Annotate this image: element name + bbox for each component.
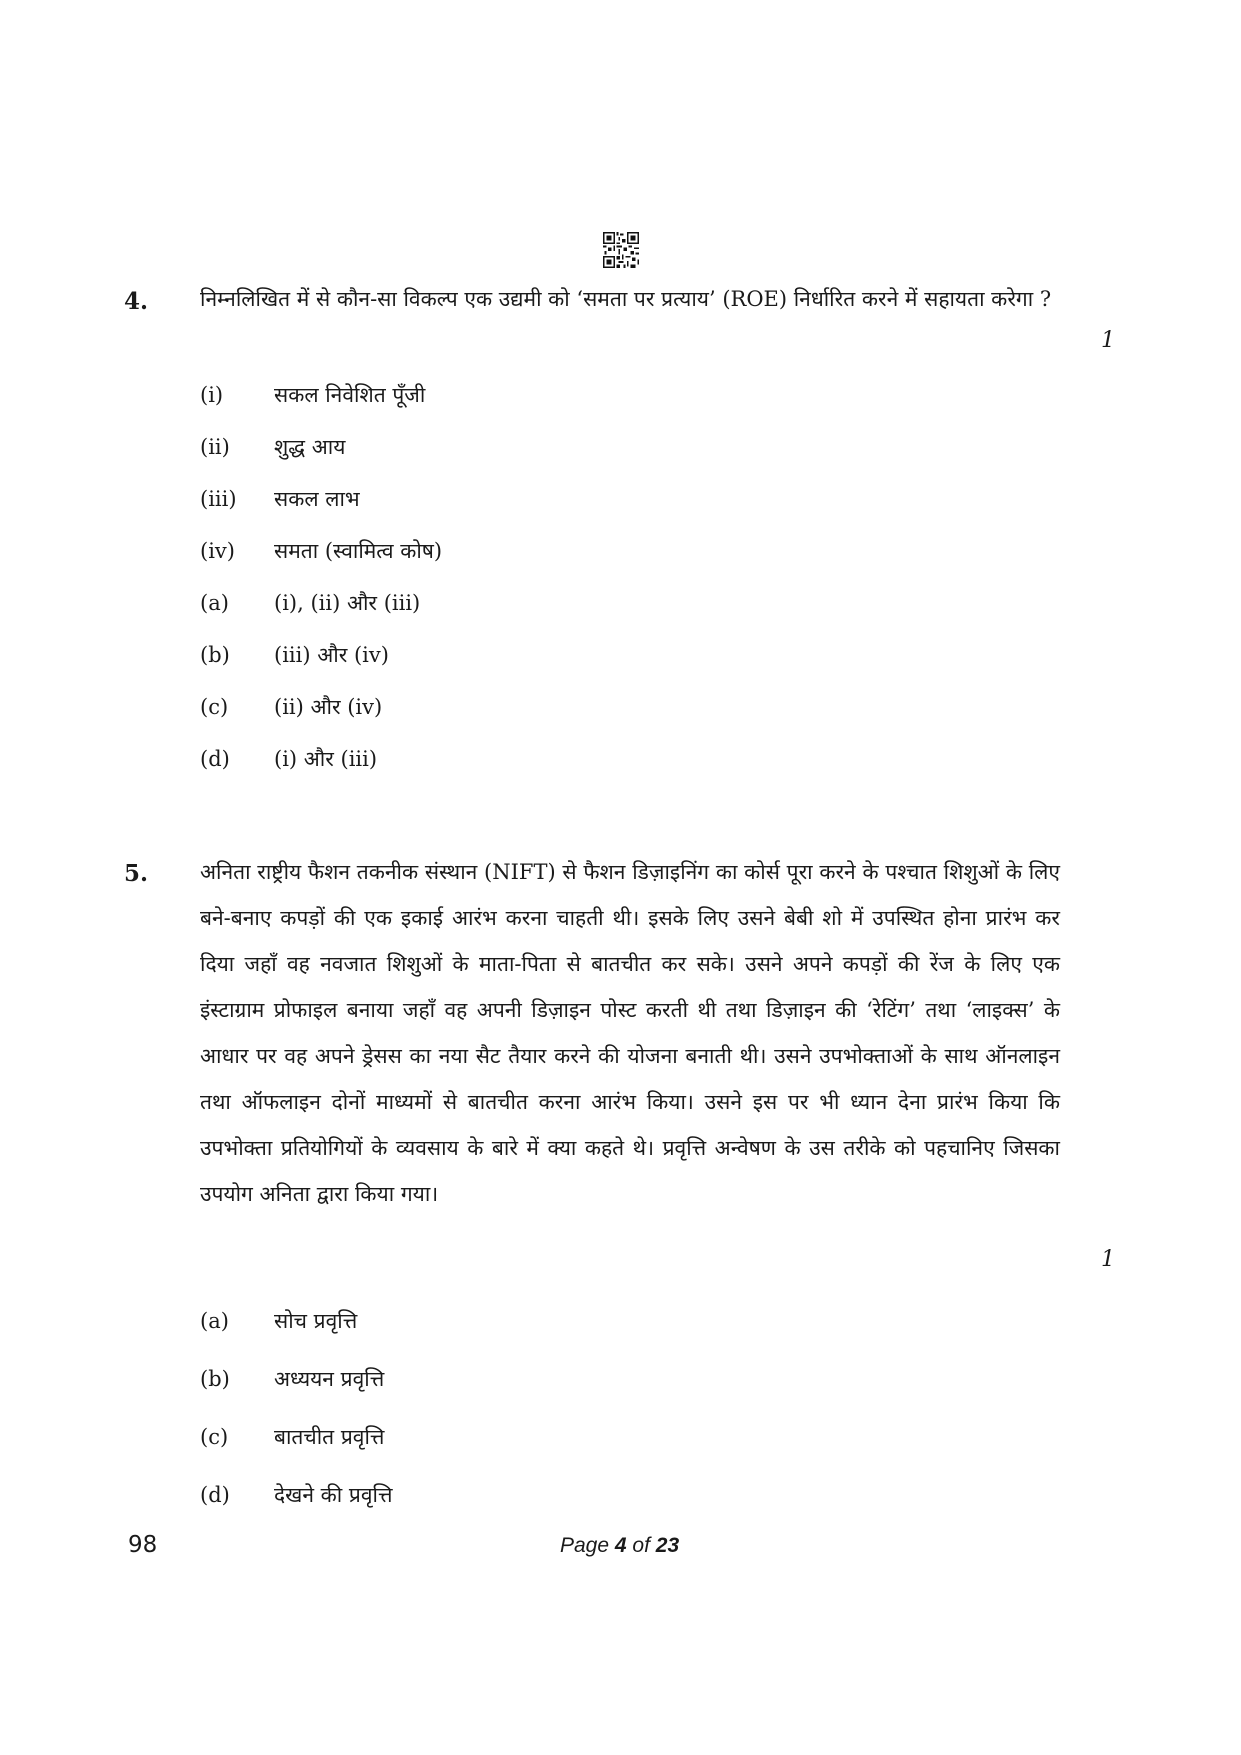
option-item (200, 1420, 384, 1454)
question-marks: 1 (1101, 328, 1115, 353)
question-text: अनिता राष्ट्रीय फैशन तकनीक संस्थान (NIFT) से फैशन डिज़ाइनिंग का कोर्स पूरा करने के पश्चात शिशुओं के लिए बने-बनाए कपड़ों की एक इकाई आरंभ करना चाहती थी। इसके लिए उसने बेबी शो में उपस्थित होना प्रारंभ कर दिया जहाँ वह नवजात शिशुओं के माता-पिता से बातचीत कर सके। उसने अपने कपड़ों की रेंज के लिए एक इंस्टाग्राम प्रोफाइल बनाया जहाँ वह अपनी डिज़ाइन पोस्ट करती थी तथा डिज़ाइन की ‘रेटिंग’ तथा ‘लाइक्स’ के आधार पर वह अपने ड्रेसस का नया सैट तैयार करने की योजना बनाती थी। उसने उपभोक्ताओं के साथ ऑनलाइन तथा ऑफलाइन दोनों माध्यमों से बातचीत करना आरंभ किया। उसने इस पर भी ध्यान देना प्रारंभ किया कि उपभोक्ता प्रतियोगियों के व्यवसाय के बारे में क्या कहते थे। प्रवृत्ति अन्वेषण के उस तरीके को पहचानिए जिसका उपयोग अनिता द्वारा किया गया। (200, 860, 1060, 1206)
item-text: समता (स्वामित्व कोष) (274, 539, 443, 563)
option-item (200, 1362, 384, 1396)
item-label: (ii) (200, 435, 230, 459)
list-item (200, 482, 360, 516)
list-item (200, 534, 442, 568)
option-item (200, 1478, 392, 1512)
page-total: 23 (655, 1534, 680, 1557)
option-text: बातचीत प्रवृत्ति (274, 1425, 385, 1449)
option-text: (i) और (iii) (274, 747, 378, 771)
item-text: शुद्ध आय (274, 435, 346, 459)
option-label: (d) (200, 747, 230, 771)
question-number: 5. (124, 860, 149, 887)
option-text: अध्ययन प्रवृत्ति (274, 1367, 385, 1391)
item-label: (iii) (200, 487, 237, 511)
list-item (200, 430, 345, 464)
option-item (200, 638, 389, 672)
question-marks: 1 (1101, 1247, 1115, 1272)
option-text: सोच प्रवृत्ति (274, 1309, 358, 1333)
qr-code-icon (603, 232, 639, 268)
option-label: (b) (200, 643, 230, 667)
item-text: सकल निवेशित पूँजी (274, 383, 426, 407)
option-label: (b) (200, 1367, 230, 1391)
option-item (200, 586, 420, 620)
item-label: (iv) (200, 539, 235, 563)
option-label: (a) (200, 1309, 229, 1333)
question-number: 4. (124, 288, 149, 315)
page-of: of (632, 1534, 650, 1557)
option-item (200, 1304, 357, 1338)
page-indicator (560, 1534, 679, 1558)
option-text: (ii) और (iv) (274, 695, 383, 719)
option-label: (c) (200, 1425, 229, 1449)
option-item (200, 742, 377, 776)
option-label: (c) (200, 695, 229, 719)
question-text: निम्नलिखित में से कौन-सा विकल्प एक उद्यमी को ‘समता पर प्रत्याय’ (ROE) निर्धारित करने में सहायता करेगा ? (200, 287, 1052, 311)
list-item (200, 378, 425, 412)
item-label: (i) (200, 383, 224, 407)
option-item (200, 690, 382, 724)
item-text: सकल लाभ (274, 487, 360, 511)
page-current: 4 (614, 1534, 627, 1557)
page-prefix: Page (560, 1534, 610, 1557)
option-text: (i), (ii) और (iii) (274, 591, 421, 615)
option-label: (d) (200, 1483, 230, 1507)
option-label: (a) (200, 591, 229, 615)
paper-code: 98 (128, 1532, 158, 1558)
option-text: (iii) और (iv) (274, 643, 389, 667)
option-text: देखने की प्रवृत्ति (274, 1483, 393, 1507)
